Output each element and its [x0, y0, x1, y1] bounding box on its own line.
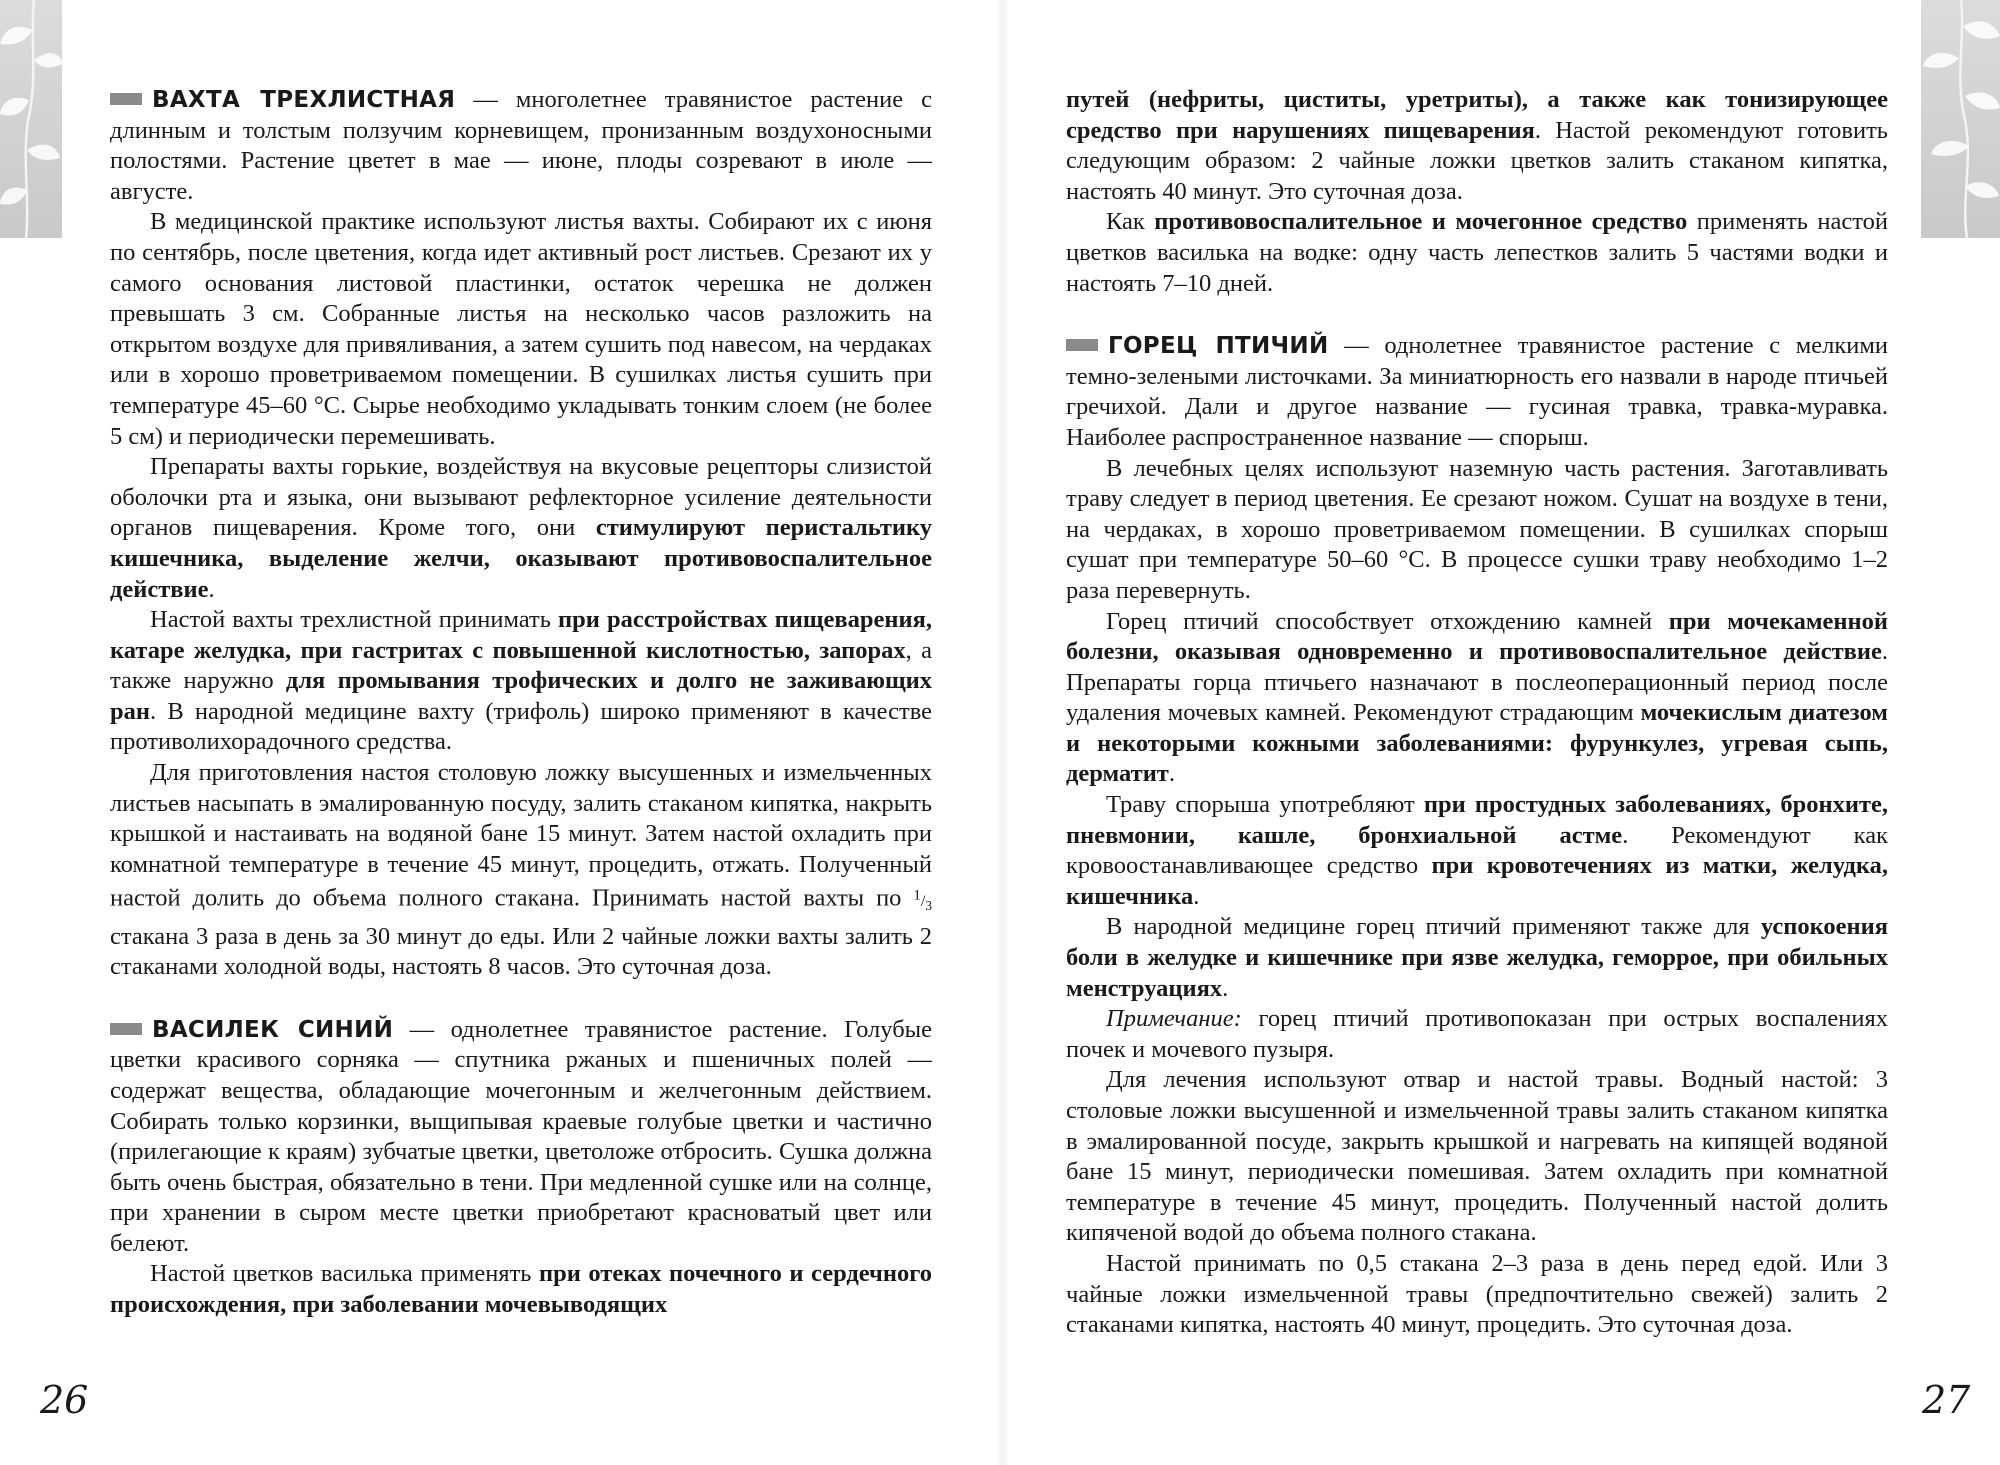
page-number-left: 26 — [40, 1378, 89, 1422]
gorets-intro: ГОРЕЦ ПТИЧИЙ — однолетнее травянистое растение с мелкими темно-зелеными листочками. За миниатюрность его назвали в народе птичьей гречихой. Дали и другое название — гусиная травка, травка-муравка. Наиболее распространенное название — спорыш. — [1066, 332, 1888, 451]
page-number-right: 27 — [1922, 1378, 1971, 1422]
right-page — [1066, 85, 1888, 1341]
gorets-cold-paragraph: Траву спорыша употребляют при простудных заболеваниях, бронхите, пневмонии, кашле, бронхиальной астме. Рекомендуют как кровоостанавливающее средство при кровотечениях из матки, желудка, кишечника. — [1066, 791, 1888, 910]
vakhta-collection-paragraph: В медицинской практике используют листья вахты. Собирают их с июня по сентябрь, после цветения, когда идет активный рост листьев. Срезают их у самого основания листовой пластинки, остаток черешка не должен превышать 3 см. Собранные листья на несколько часов разложить на открытом воздухе для привяливания, а затем сушить под навесом, на чердаках или в хорошо проветриваемом помещении. В сушилках листья сушить при температуре 45–60 °C. Сырье необходимо укладывать тонким слоем (не более 5 см) и периодически перемешивать. — [110, 208, 932, 450]
leaf-ornament-left — [0, 0, 62, 238]
leaf-sprig-icon — [1921, 0, 2000, 238]
gorets-kidney-paragraph: Горец птичий способствует отхождению камней при мочекаменной болезни, оказывая одновременно и противовоспалительное действие. Препараты горца птичьего назначают в послеоперационный период после удаления мочевых камней. Рекомендуют страдающим мочекислым диатезом и некоторыми кожными заболеваниями: фурункулез, угревая сыпь, дерматит. — [1066, 607, 1889, 788]
section-gap — [110, 983, 932, 1015]
left-page — [110, 85, 932, 1321]
section-gap — [1066, 299, 1888, 331]
vakhta-heading: ВАХТА ТРЕХЛИСТНАЯ — [152, 87, 456, 113]
vakhta-effects-paragraph: Препараты вахты горькие, воздействуя на вкусовые рецепторы слизистой оболочки рта и языка, они вызывают рефлекторное усиление деятельности органов пищеварения. Кроме того, они стимулируют перистальтику кишечника, выделение желчи, оказывают противовоспалительное действие. — [110, 453, 932, 603]
section-bullet-icon — [110, 93, 142, 105]
gorets-dosage-paragraph: Настой принимать по 0,5 стакана 2–3 раза в день перед едой. Или 3 чайные ложки измельченной травы (предпочтительно свежей) залить 2 стаканами кипятка, настоять 40 минут, процедить. Это суточная доза. — [1066, 1249, 1888, 1339]
page-gutter-shadow — [995, 0, 1009, 1465]
gorets-collection-paragraph: В лечебных целях используют наземную часть растения. Заготавливать траву следует в период цветения. Ее срезают ножом. Сушат на воздухе в тени, на чердаках, в хорошо проветриваемом помещении. В сушилках спорыш сушат при температуре 50–60 °C. В процессе сушки траву необходимо 1–2 раза перевернуть. — [1066, 454, 1888, 604]
gorets-note-paragraph: Примечание: горец птичий противопоказан при острых воспалениях почек и мочевого пузыря. — [1066, 1005, 1888, 1063]
gorets-infusion-paragraph: Для лечения используют отвар и настой травы. Водный настой: 3 столовые ложки высушенной и измельченной травы залить стаканом кипятка в эмалированной посуде, закрыть крышкой и нагревать на кипящей водяной бане 15 минут, периодически помешивая. Затем охладить при комнатной температуре в течение 45 минут, процедить. Полученный настой долить кипяченой водой до объема полного стакана. — [1066, 1066, 1888, 1247]
vakhta-intro: ВАХТА ТРЕХЛИСТНАЯ — многолетнее травянистое растение с длинным и толстым ползучим корневищем, пронизанным воздухоносными полостями. Растение цветет в мае — июне, плоды созревают в июле — августе. — [110, 86, 932, 205]
vakhta-usage-paragraph: Настой вахты трехлистной принимать при расстройствах пищеварения, катаре желудка, при гастритах с повышенной кислотностью, запорах, а также наружно для промывания трофических и долго не заживающих ран. В народной медицине вахту (трифоль) широко применяют в качестве противолихорадочного средства. — [110, 606, 932, 756]
vasilek-usage-paragraph: Настой цветков василька применять при отеках почечного и сердечного происхождения, при заболевании мочевыводящих — [110, 1260, 932, 1319]
vasilek-intro: ВАСИЛЕК СИНИЙ — однолетнее травянистое растение. Голубые цветки красивого сорняка — спутника ржаных и пшеничных полей — содержат вещества, обладающие мочегонным и желчегонным действием. Собирать только корзинки, выщипывая краевые голубые цветки и частично (прилегающие к краям) зубчатые цветки, цветоложе отбросить. Сушка должна быть очень быстрая, обязательно в тени. При медленной сушке или на солнце, при хранении в сыром месте цветки приобретают красноватый цвет или белеют. — [110, 1015, 932, 1257]
vasilek-heading: ВАСИЛЕК СИНИЙ — [152, 1016, 394, 1043]
fraction-one-third: $^1/_3$ — [913, 887, 932, 913]
vasilek-continued-paragraph: путей (нефриты, циститы, уретриты), а также как тонизирующее средство при нарушениях пищеварения. Настой рекомендуют готовить следующим образом: 2 чайные ложки цветков залить стаканом кипятка, настоять 40 минут. Это суточная доза. — [1066, 86, 1888, 205]
vakhta-recipe-paragraph: Для приготовления настоя столовую ложку высушенных и измельченных листьев насыпать в эмалированную посуду, залить стаканом кипятка, накрыть крышкой и настаивать на водяной бане 15 минут. Затем настой охладить при комнатной температуре в течение 45 минут, процедить, отжать. Полученный настой долить до объема полного стакана. Принимать настой вахты по $^1/_3$ стакана 3 раза в день за 30 минут до еды. Или 2 чайные ложки вахты залить 2 стаканами холодной воды, настоять 8 часов. Это суточная доза. — [110, 759, 932, 981]
section-bullet-icon — [1066, 339, 1098, 351]
gorets-folk-paragraph: В народной медицине горец птичий применяют также для успокоения боли в желудке и кишечнике при язве желудка, геморрое, при обильных менструациях. — [1066, 913, 1888, 1002]
leaf-sprig-icon — [0, 0, 62, 238]
gorets-heading: ГОРЕЦ ПТИЧИЙ — [1108, 333, 1329, 360]
section-bullet-icon — [110, 1023, 142, 1035]
vasilek-vodka-paragraph: Как противовоспалительное и мочегонное средство применять настой цветков василька на водке: одну часть лепестков залить 5 частями водки и настоять 7–10 дней. — [1066, 208, 1888, 297]
leaf-ornament-right — [1921, 0, 2000, 238]
